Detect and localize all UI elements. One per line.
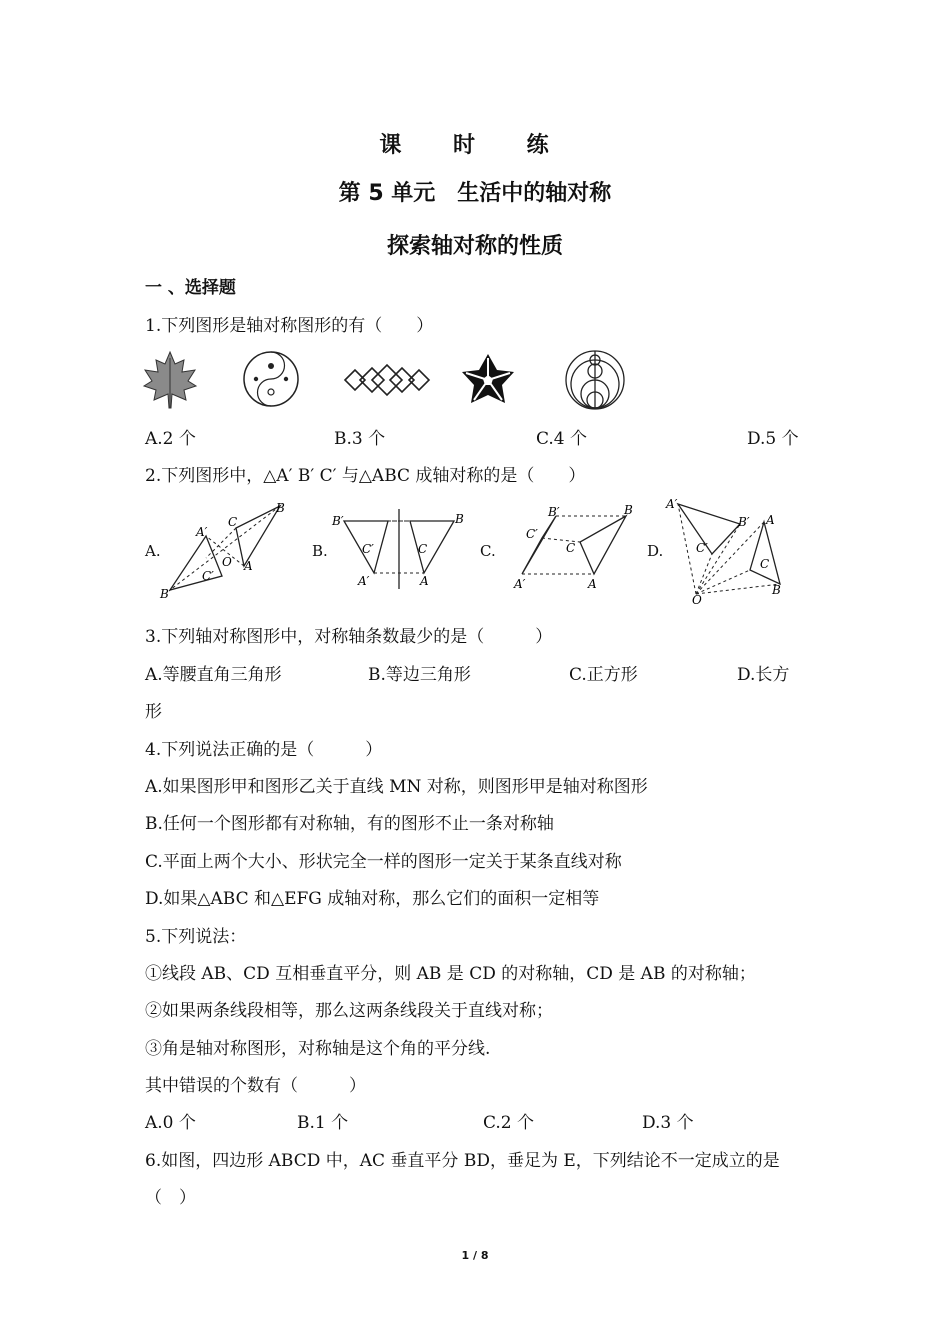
q2-a-vertex-a: A (244, 559, 253, 573)
page-number: 1 / 8 (461, 1249, 489, 1262)
q2-a-vertex-b-prime: B′ (160, 587, 172, 601)
q4-option-d: D.如果△ABC 和△EFG 成轴对称，那么它们的面积一定相等 (145, 889, 600, 909)
q3-option-d-wrap: 形 (145, 702, 162, 722)
q2-a-vertex-c: C (228, 515, 238, 529)
q2-b-vertex-c: C (418, 542, 428, 556)
pentagon-flower-icon (460, 352, 516, 406)
q1-option-a: A.2 个 (145, 429, 196, 449)
q4-option-a: A.如果图形甲和图形乙关于直线 MN 对称，则图形甲是轴对称图形 (145, 777, 648, 797)
q2-a-vertex-c-prime: C′ (202, 569, 214, 583)
q2-figure-a (158, 498, 298, 603)
q6-stem: 6.如图，四边形 ABCD 中，AC 垂直平分 BD，垂足为 E，下列结论不一定成立的是 (145, 1151, 780, 1171)
q4-option-b: B.任何一个图形都有对称轴，有的图形不止一条对称轴 (145, 814, 554, 834)
q2-option-d-label: D. (647, 542, 664, 560)
q4-option-c: C.平面上两个大小、形状完全一样的图形一定关于某条直线对称 (145, 852, 622, 872)
q2-option-b-label: B. (312, 542, 328, 560)
q2-b-vertex-b-prime: B′ (332, 514, 344, 528)
q2-d-vertex-b: B (772, 583, 781, 597)
knot-pattern-icon (342, 360, 432, 400)
q5-option-b: B.1 个 (297, 1113, 349, 1133)
q4-stem: 4.下列说法正确的是（ ） (145, 740, 383, 760)
q2-b-vertex-c-prime: C′ (362, 542, 374, 556)
q2-c-vertex-b: B (624, 503, 633, 517)
q5-statement-3: ③角是轴对称图形，对称轴是这个角的平分线. (145, 1039, 491, 1059)
q2-figure-b (328, 503, 468, 593)
q2-a-vertex-a-prime: A′ (196, 525, 208, 539)
q2-b-vertex-b: B (455, 512, 464, 526)
q5-statement-1: ①线段 AB、CD 互相垂直平分，则 AB 是 CD 的对称轴，CD 是 AB 的对称轴； (145, 964, 756, 984)
maple-leaf-icon (142, 350, 198, 410)
q2-c-vertex-c-prime: C′ (526, 527, 538, 541)
q3-option-a: A.等腰直角三角形 (145, 665, 282, 685)
q2-d-vertex-c: C (760, 557, 770, 571)
q5-option-a: A.0 个 (145, 1113, 196, 1133)
q1-option-d: D.5 个 (747, 429, 799, 449)
section-heading: 一 、选择题 (145, 278, 236, 298)
q5-question: 其中错误的个数有（ ） (145, 1076, 366, 1096)
q2-c-vertex-b-prime: B′ (548, 505, 560, 519)
q2-option-c-label: C. (480, 542, 496, 560)
q2-c-vertex-c: C (566, 541, 576, 555)
q2-option-a-label: A. (145, 542, 161, 560)
q2-stem: 2.下列图形中，△A′ B′ C′ 与△ABC 成轴对称的是（ ） (145, 466, 586, 486)
q2-d-vertex-a: A (766, 513, 775, 527)
q5-stem: 5.下列说法： (145, 927, 247, 947)
q2-d-vertex-o: O (692, 593, 702, 606)
lesson-title: 探索轴对称的性质 (386, 234, 563, 259)
q5-option-c: C.2 个 (483, 1113, 535, 1133)
q2-b-vertex-a-prime: A′ (358, 574, 370, 588)
q2-d-vertex-c-prime: C′ (696, 541, 708, 555)
q2-figure-d (662, 494, 792, 606)
q3-option-c: C.正方形 (569, 665, 638, 685)
q2-c-vertex-a-prime: A′ (514, 577, 526, 591)
yin-yang-icon (241, 349, 301, 409)
q1-stem: 1.下列图形是轴对称图形的有（ ） (145, 316, 434, 336)
q3-option-d: D.长方 (737, 665, 790, 685)
q2-a-vertex-o: O (222, 555, 232, 569)
q2-figure-c (496, 502, 646, 594)
q2-c-vertex-a: A (588, 577, 597, 591)
nested-circles-icon (564, 349, 626, 411)
q1-option-b: B.3 个 (334, 429, 386, 449)
q5-statement-2: ②如果两条线段相等，那么这两条线段关于直线对称； (145, 1001, 553, 1021)
q2-b-vertex-a: A (420, 574, 429, 588)
q3-stem: 3.下列轴对称图形中，对称轴条数最少的是（ ） (145, 627, 553, 647)
q1-option-c: C.4 个 (536, 429, 588, 449)
unit-title: 第 5 单元 生活中的轴对称 (338, 181, 612, 206)
q2-d-vertex-b-prime: B′ (738, 515, 750, 529)
q2-d-vertex-a-prime: A′ (666, 497, 678, 511)
q6-stem-wrap: （ ） (145, 1188, 196, 1208)
q3-option-b: B.等边三角形 (368, 665, 471, 685)
q5-option-d: D.3 个 (642, 1113, 694, 1133)
q2-a-vertex-b: B (276, 501, 285, 515)
page-title: 课 时 练 (379, 133, 571, 158)
